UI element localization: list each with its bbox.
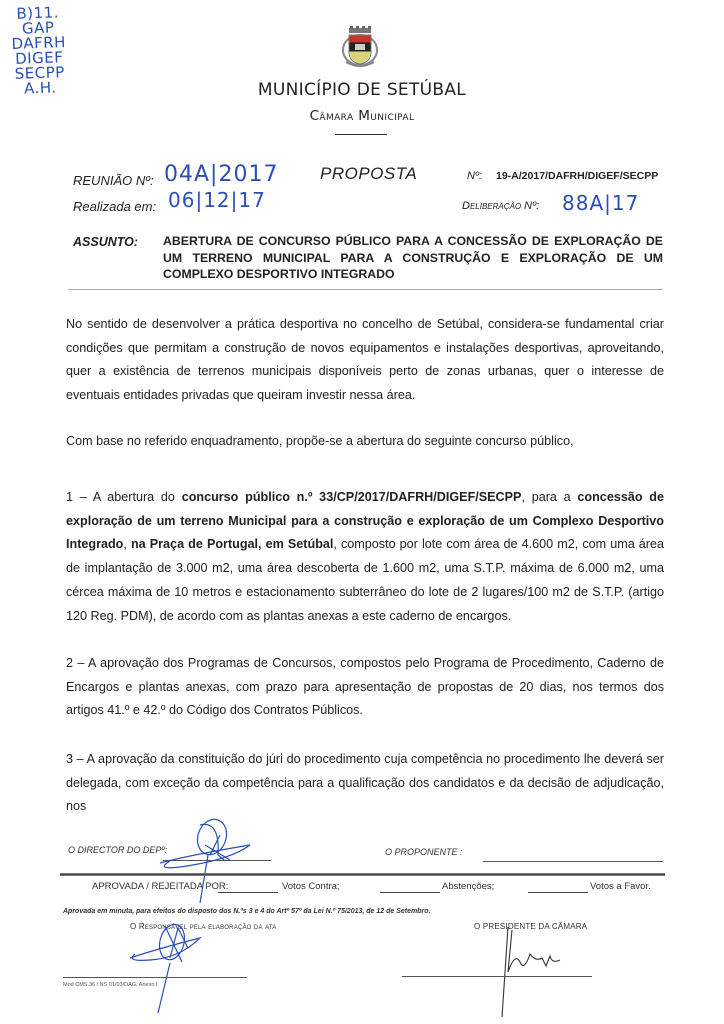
deliberation-label: Deliberação Nº: xyxy=(462,200,540,212)
abstentions-label: Abstenções; xyxy=(442,881,495,892)
votes-for-label: Votos a Favor. xyxy=(590,881,651,892)
held-on-label: Realizada em: xyxy=(73,199,157,214)
subject-divider xyxy=(68,289,663,290)
routing-line: DAFRH xyxy=(11,33,67,53)
item-3-paragraph: 3 – A aprovação da constituição do júri do procedimento cuja competência no procedimento lhe deverá ser delegada, com exceção da competência para a qualificação dos candidatos e da decisão de adjudicação, nos xyxy=(66,752,664,814)
municipality-name: MUNICÍPIO DE SETÚBAL xyxy=(257,80,467,100)
intro-paragraph: No sentido de desenvolver a prática desportiva no concelho de Setúbal, considera-se fundamental criar condições que permitam a construção de novos equipamentos e instalações desportivas, aproveitando, quer a existência de terrenos municipais disponíveis perto de zonas urbanas, quer o interesse de eventuais entidades privadas que queiram investir nessa área. xyxy=(66,317,664,403)
subject-text: ABERTURA DE CONCURSO PÚBLICO PARA A CONCESSÃO DE EXPLORAÇÃO DE UM TERRENO MUNICIPAL PARA A CONSTRUÇÃO E EXPLORAÇÃO DE UM COMPLEXO DESPORTIVO INTEGRADO xyxy=(163,234,663,281)
proposal-number-value: 19-A/2017/DAFRH/DIGEF/SECPP xyxy=(496,170,659,182)
votes-against-label: Votos Contra; xyxy=(282,881,340,892)
meeting-number-label: REUNIÃO Nº: xyxy=(73,173,154,188)
deliberation-value: 88A|17 xyxy=(562,191,640,215)
minutes-responsible-label: O Responsável pela elaboração da ata xyxy=(130,922,277,931)
header-divider xyxy=(335,134,387,135)
subject-label: ASSUNTO: xyxy=(73,235,139,249)
coat-of-arms-icon xyxy=(340,26,380,68)
votes-against-line xyxy=(380,892,440,893)
president-signature-line xyxy=(402,976,592,977)
routing-line: B)11. xyxy=(16,3,60,23)
item-1-text: , composto por lote com área de 4.600 m2, com uma área de implantação de 3.000 m2, uma área descoberta de 1.600 m2, uma S.T.P. máxima de 6.000 m2, uma cércea máxima de 10 metros e estacionamento subterrâneo do lote de 2 lugares/100 m2 de S.T.P. (artigo 120 Reg. PDM), de acordo com as plantas anexas a este caderno de encargos. xyxy=(66,537,664,623)
item-1-text: , para a xyxy=(521,490,578,504)
routing-line: DIGEF xyxy=(14,48,64,68)
routing-line: GAP xyxy=(21,18,55,38)
president-label: O PRESIDENTE DA CÂMARA xyxy=(474,922,588,931)
basis-paragraph: Com base no referido enquadramento, propõe-se a abertura do seguinte concurso público, xyxy=(66,434,574,448)
item-1-text: 1 – A abertura do xyxy=(66,490,182,504)
held-on-value: 06|12|17 xyxy=(168,188,266,212)
item-2-paragraph: 2 – A aprovação dos Programas de Concursos, compostos pelo Programa de Procedimento, Caderno de Encargos e plantas anexas, com prazo para apresentação de propostas de 20 dias, nos termos dos artigos 41.º e 42.º do Código dos Contratos Públicos. xyxy=(66,656,664,718)
routing-line: SECPP xyxy=(14,63,66,83)
minutes-responsible-signature-icon xyxy=(110,918,240,1018)
item-1-location: na Praça de Portugal, em Setúbal xyxy=(130,537,334,552)
approved-rejected-label: APROVADA / REJEITADA POR: xyxy=(92,881,229,892)
item-1-paragraph xyxy=(66,486,664,628)
form-code: Mod CMS.36 / NS 01/03/DAG, Anexo I xyxy=(63,982,158,988)
approved-by-line xyxy=(218,892,278,893)
routing-line: A.H. xyxy=(23,78,57,98)
item-1-concession: concessão de exploração de um terreno Municipal para a construção e exploração de um Complexo Desportivo Integrado xyxy=(66,490,664,552)
proponent-signature-line xyxy=(483,861,663,862)
item-1-contest-number: concurso público n.º 33/CP/2017/DAFRH/DIGEF/SECPP xyxy=(181,490,522,504)
meeting-number-value: 04A|2017 xyxy=(164,162,279,187)
proponent-label: O PROPONENTE : xyxy=(385,847,463,857)
item-1-text: , xyxy=(123,537,131,552)
abstentions-line xyxy=(528,892,588,893)
footer-divider xyxy=(60,873,665,876)
director-label: O DIRECTOR DO DEPº: xyxy=(68,845,168,855)
legal-note: Aprovada em minuta, para efeitos do disposto dos N.ºs 3 e 4 do Artº 57º da Lei N.º 75/2013, de 12 de Setembro. xyxy=(63,908,431,915)
minutes-responsible-signature-line xyxy=(63,977,247,978)
president-signature-icon xyxy=(490,922,580,1022)
document-type: PROPOSTA xyxy=(320,164,418,183)
proposal-number-label: Nº: xyxy=(467,170,483,182)
council-name: Câmara Municipal xyxy=(309,108,415,124)
